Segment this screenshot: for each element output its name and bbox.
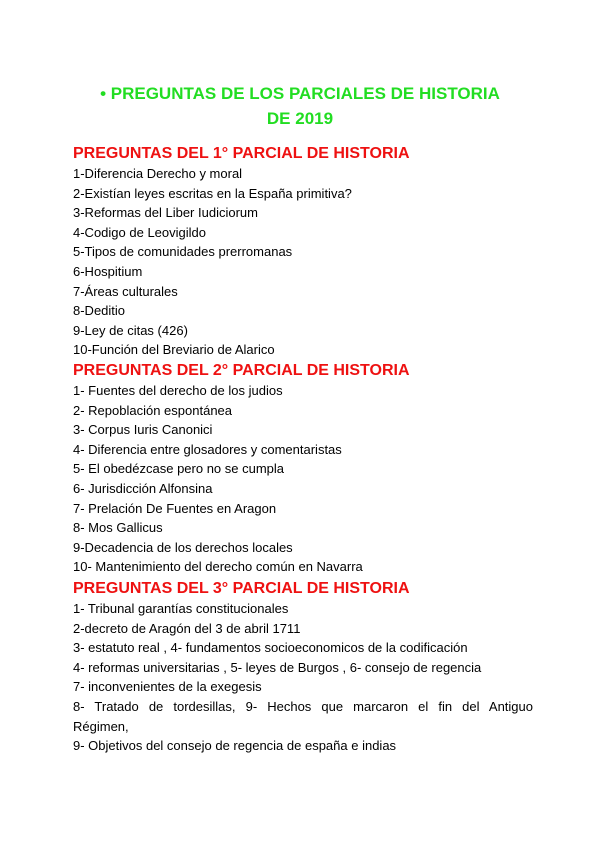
question-item: 7-Áreas culturales xyxy=(73,283,178,299)
question-list xyxy=(73,164,533,360)
question-item: 10- Mantenimiento del derecho común en Navarra xyxy=(73,559,363,575)
question-list xyxy=(73,381,533,577)
question-item: 5-Tipos de comunidades prerromanas xyxy=(73,244,293,260)
section-heading: PREGUNTAS DEL 3° PARCIAL DE HISTORIA xyxy=(73,580,410,597)
question-item: 9-Decadencia de los derechos locales xyxy=(73,539,293,555)
section-parcial-3 xyxy=(73,579,533,756)
question-item: 3-Reformas del Liber Iudiciorum xyxy=(73,205,258,221)
question-item: 6-Hospitium xyxy=(73,263,143,279)
question-list xyxy=(73,599,533,756)
section-parcial-1 xyxy=(73,144,533,360)
question-item: 8-Deditio xyxy=(73,303,126,319)
question-item: 4-Codigo de Leovigildo xyxy=(73,224,206,240)
document-title xyxy=(40,81,560,131)
question-item: 2-Existían leyes escritas en la España primitiva? xyxy=(73,185,352,201)
question-item: 3- estatuto real , 4- fundamentos socioeconomicos de la codificación xyxy=(73,640,468,656)
question-item: 9-Ley de citas (426) xyxy=(73,322,188,338)
question-item: 8- Tratado de tordesillas, 9- Hechos que marcaron el fin del Antiguo Régimen, xyxy=(73,698,533,734)
question-item: 10-Función del Breviario de Alarico xyxy=(73,342,275,358)
question-item: 4- Diferencia entre glosadores y comentaristas xyxy=(73,441,342,457)
section-heading: PREGUNTAS DEL 1° PARCIAL DE HISTORIA xyxy=(73,145,410,162)
question-item: 7- inconvenientes de la exegesis xyxy=(73,679,262,695)
question-item: 1-Diferencia Derecho y moral xyxy=(73,166,243,181)
question-item: 6- Jurisdicción Alfonsina xyxy=(73,480,213,496)
section-heading: PREGUNTAS DEL 2° PARCIAL DE HISTORIA xyxy=(73,362,410,379)
question-item: 7- Prelación De Fuentes en Aragon xyxy=(73,500,277,516)
question-item: 3- Corpus Iuris Canonici xyxy=(73,422,213,438)
question-item: 1- Tribunal garantías constitucionales xyxy=(73,601,289,616)
question-item: 2- Repoblación espontánea xyxy=(73,402,233,418)
document-title-line-2: DE 2019 xyxy=(266,109,334,129)
question-item: 9- Objetivos del consejo de regencia de españa e indias xyxy=(73,738,397,754)
question-item: 1- Fuentes del derecho de los judios xyxy=(73,383,283,398)
section-parcial-2 xyxy=(73,361,533,577)
question-item: 8- Mos Gallicus xyxy=(73,520,163,536)
question-item: 4- reformas universitarias , 5- leyes de Burgos , 6- consejo de regencia xyxy=(73,659,482,675)
question-item: 2-decreto de Aragón del 3 de abril 1711 xyxy=(73,620,301,636)
question-item: 5- El obedézcase pero no se cumpla xyxy=(73,461,285,477)
document-title-line-1: • PREGUNTAS DE LOS PARCIALES DE HISTORIA xyxy=(100,84,500,104)
